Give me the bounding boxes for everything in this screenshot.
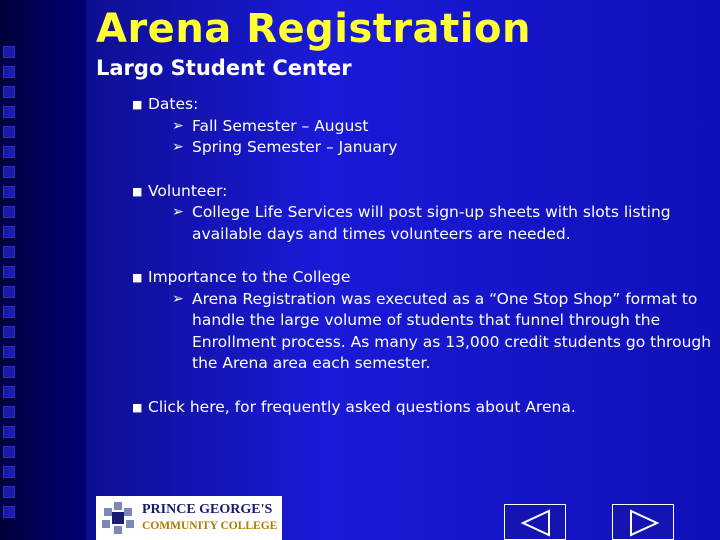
bullet-importance xyxy=(132,267,712,375)
sub-bullet xyxy=(162,116,712,138)
slide-content xyxy=(132,94,712,440)
logo-line1: PRINCE GEORGE'S xyxy=(142,502,273,517)
triangle-left-icon xyxy=(519,509,553,537)
arrow-bullet-icon: ➢ xyxy=(172,139,184,155)
logo-line2: COMMUNITY COLLEGE xyxy=(142,520,278,532)
bullet-square-icon: ■ xyxy=(132,98,143,111)
bullet-square-icon: ■ xyxy=(132,400,143,414)
sub-bullet-text: Fall Semester – August xyxy=(192,116,369,135)
bullet-square-icon: ■ xyxy=(132,271,143,284)
sub-bullet xyxy=(162,202,712,245)
sub-bullet-text: Arena Registration was executed as a “One Stop Shop” format to handle the large volume of students that funnel through the Enrollment process. As many as 13,000 credit students go through the Arena area each semester. xyxy=(192,289,712,372)
slide-subtitle: Largo Student Center xyxy=(96,56,352,80)
next-slide-button[interactable] xyxy=(612,504,674,540)
bullet-dates xyxy=(132,94,712,159)
bullet-label: Importance to the College xyxy=(148,268,351,286)
college-seal-icon xyxy=(100,500,136,536)
bullet-label: Volunteer: xyxy=(148,181,228,200)
left-decorative-strip xyxy=(0,0,86,540)
triangle-right-icon xyxy=(627,509,661,537)
college-logo xyxy=(96,496,282,540)
faq-link-text[interactable]: Click here, for frequently asked questions about Arena. xyxy=(148,397,576,416)
arrow-bullet-icon: ➢ xyxy=(172,290,184,307)
bullet-faq-link[interactable] xyxy=(132,397,712,419)
sub-bullet-text: College Life Services will post sign-up sheets with slots listing available days and times volunteers are needed. xyxy=(192,203,671,243)
sub-bullet xyxy=(162,137,712,159)
slide-title: Arena Registration xyxy=(96,6,531,52)
arrow-bullet-icon: ➢ xyxy=(172,204,184,220)
bullet-volunteer xyxy=(132,181,712,246)
bullet-label: Dates: xyxy=(148,95,199,113)
decorative-squares xyxy=(3,46,19,526)
sub-bullet xyxy=(162,289,712,375)
previous-slide-button[interactable] xyxy=(504,504,566,540)
bullet-square-icon: ■ xyxy=(132,184,143,198)
arrow-bullet-icon: ➢ xyxy=(172,117,184,134)
sub-bullet-text: Spring Semester – January xyxy=(192,138,398,156)
